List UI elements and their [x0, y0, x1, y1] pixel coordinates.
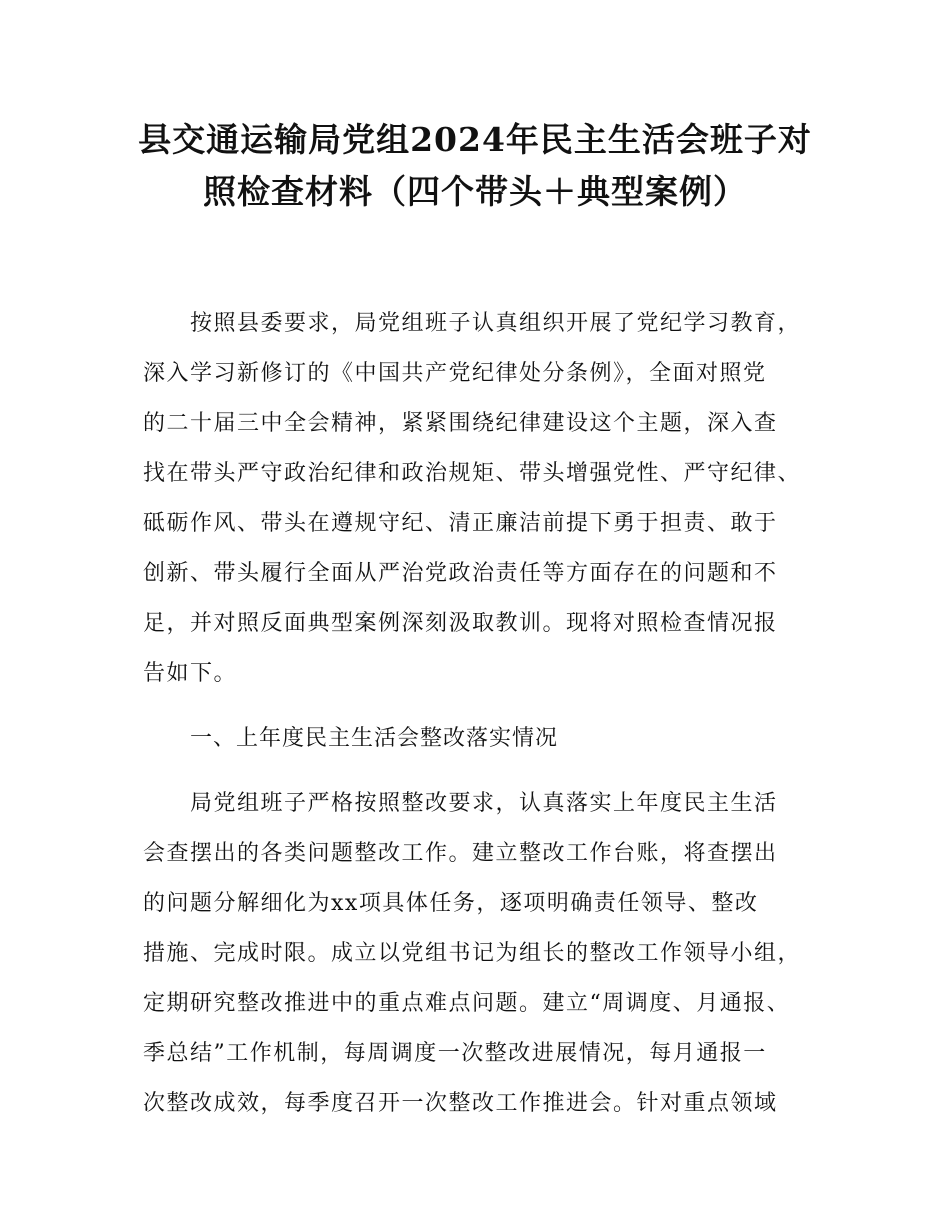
paragraph-2-line-1: 局党组班子严格按照整改要求，认真落实上年度民主生活 [190, 791, 778, 816]
paragraph-1-line-8: 告如下。 [143, 661, 238, 686]
document-title-line-1: 县交通运输局党组2024年民主生活会班子对 [138, 120, 812, 159]
paragraph-1-line-2: 深入学习新修订的《中国共产党纪律处分条例》，全面对照党 [143, 361, 767, 386]
paragraph-1-line-1: 按照县委要求，局党组班子认真组织开展了党纪学习教育， [190, 311, 802, 336]
paragraph-2-line-3: 的问题分解细化为xx项具体任务，逐项明确责任领导、整改 [143, 891, 759, 916]
paragraph-1-line-7: 足，并对照反面典型案例深刻汲取教训。现将对照检查情况报 [143, 611, 778, 636]
paragraph-2-line-2: 会查摆出的各类问题整改工作。建立整改工作台账，将查摆出 [143, 841, 778, 866]
document-title-line-2: 照检查材料（四个带头＋典型案例） [203, 172, 747, 211]
paragraph-2-line-5: 定期研究整改推进中的重点难点问题。建立“周调度、月通报、 [143, 991, 791, 1016]
paragraph-2-line-4: 措施、完成时限。成立以党组书记为组长的整改工作领导小组， [143, 941, 802, 966]
section-heading-1: 一、上年度民主生活会整改落实情况 [190, 726, 559, 751]
paragraph-1-line-3: 的二十届三中全会精神，紧紧围绕纪律建设这个主题，深入查 [143, 411, 778, 436]
paragraph-1-line-5: 砥砺作风、带头在遵规守纪、清正廉洁前提下勇于担责、敢于 [143, 511, 778, 536]
paragraph-1-line-4: 找在带头严守政治纪律和政治规矩、带头增强党性、严守纪律、 [143, 461, 802, 486]
paragraph-1-line-6: 创新、带头履行全面从严治党政治责任等方面存在的问题和不 [143, 561, 778, 586]
paragraph-2-line-6: 季总结”工作机制，每周调度一次整改进展情况，每月通报一 [143, 1041, 767, 1066]
paragraph-2-line-7: 次整改成效，每季度召开一次整改工作推进会。针对重点领域 [143, 1091, 778, 1116]
